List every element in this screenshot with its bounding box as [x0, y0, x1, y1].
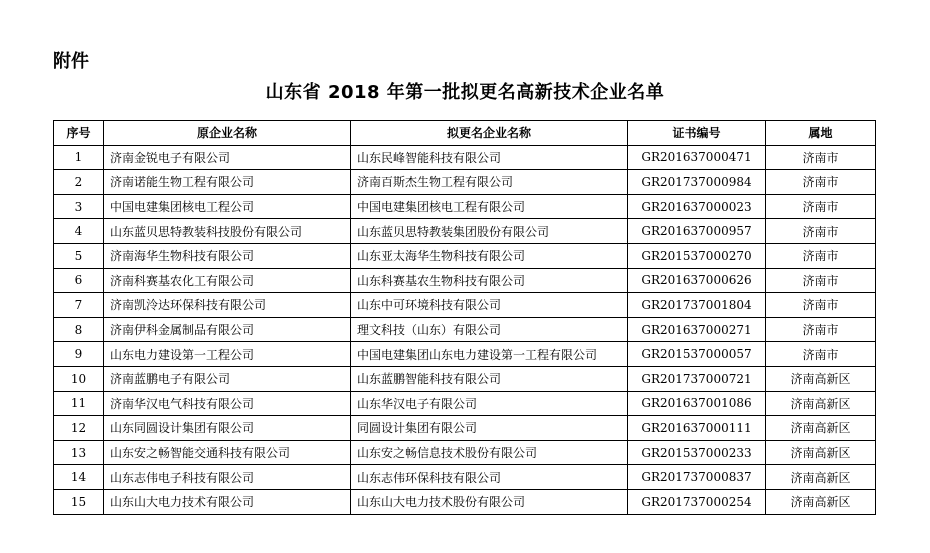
cell-original-name: 济南凯泠达环保科技有限公司: [104, 293, 351, 318]
cell-new-name: 山东蓝鹏智能科技有限公司: [351, 366, 628, 391]
cell-region: 济南市: [766, 194, 876, 219]
cell-original-name: 济南科赛基农化工有限公司: [104, 268, 351, 293]
cell-certificate-number: GR201737000721: [628, 366, 766, 391]
cell-certificate-number: GR201637001086: [628, 391, 766, 416]
table-row: [54, 219, 876, 244]
cell-region: 济南高新区: [766, 391, 876, 416]
document-title: 山东省 2018 年第一批拟更名高新技术企业名单: [265, 82, 665, 103]
cell-certificate-number: GR201737001804: [628, 293, 766, 318]
cell-region: 济南高新区: [766, 366, 876, 391]
cell-index: 10: [54, 366, 104, 391]
cell-certificate-number: GR201637000626: [628, 268, 766, 293]
table-row: [54, 366, 876, 391]
cell-index: 3: [54, 194, 104, 219]
header-new-name: 拟更名企业名称: [351, 121, 628, 146]
cell-original-name: 山东安之畅智能交通科技有限公司: [104, 440, 351, 465]
cell-new-name: 山东科赛基农生物科技有限公司: [351, 268, 628, 293]
table-row: [54, 342, 876, 367]
cell-original-name: 山东山大电力技术有限公司: [104, 489, 351, 514]
cell-index: 12: [54, 416, 104, 441]
cell-region: 济南市: [766, 219, 876, 244]
attachment-label: 附件: [53, 51, 89, 72]
cell-certificate-number: GR201737000254: [628, 489, 766, 514]
cell-new-name: 山东民峰智能科技有限公司: [351, 145, 628, 170]
table-row: [54, 440, 876, 465]
cell-original-name: 山东志伟电子科技有限公司: [104, 465, 351, 490]
cell-original-name: 济南蓝鹏电子有限公司: [104, 366, 351, 391]
cell-region: 济南市: [766, 243, 876, 268]
table-row: [54, 243, 876, 268]
cell-index: 4: [54, 219, 104, 244]
cell-index: 13: [54, 440, 104, 465]
table-row: [54, 268, 876, 293]
cell-region: 济南市: [766, 293, 876, 318]
cell-region: 济南高新区: [766, 416, 876, 441]
cell-new-name: 中国电建集团核电工程有限公司: [351, 194, 628, 219]
cell-new-name: 山东志伟环保科技有限公司: [351, 465, 628, 490]
table-row: [54, 293, 876, 318]
header-certificate-number: 证书编号: [628, 121, 766, 146]
cell-certificate-number: GR201637000271: [628, 317, 766, 342]
cell-certificate-number: GR201637000111: [628, 416, 766, 441]
table-body: [54, 145, 876, 514]
cell-region: 济南高新区: [766, 465, 876, 490]
cell-certificate-number: GR201537000270: [628, 243, 766, 268]
header-original-name: 原企业名称: [104, 121, 351, 146]
cell-index: 6: [54, 268, 104, 293]
header-index: 序号: [54, 121, 104, 146]
cell-certificate-number: GR201637000957: [628, 219, 766, 244]
table-row: [54, 416, 876, 441]
cell-certificate-number: GR201637000023: [628, 194, 766, 219]
company-table: [53, 120, 876, 515]
cell-index: 8: [54, 317, 104, 342]
cell-new-name: 山东安之畅信息技术股份有限公司: [351, 440, 628, 465]
cell-index: 5: [54, 243, 104, 268]
cell-original-name: 济南金锐电子有限公司: [104, 145, 351, 170]
cell-index: 1: [54, 145, 104, 170]
cell-original-name: 济南华汉电气科技有限公司: [104, 391, 351, 416]
cell-new-name: 山东中可环境科技有限公司: [351, 293, 628, 318]
cell-region: 济南高新区: [766, 440, 876, 465]
cell-new-name: 中国电建集团山东电力建设第一工程有限公司: [351, 342, 628, 367]
cell-index: 15: [54, 489, 104, 514]
cell-new-name: 山东蓝贝思特教装集团股份有限公司: [351, 219, 628, 244]
cell-certificate-number: GR201737000837: [628, 465, 766, 490]
header-region: 属地: [766, 121, 876, 146]
cell-original-name: 山东电力建设第一工程公司: [104, 342, 351, 367]
cell-original-name: 山东同圆设计集团有限公司: [104, 416, 351, 441]
table-header-row: [54, 121, 876, 146]
table-row: [54, 465, 876, 490]
cell-certificate-number: GR201537000057: [628, 342, 766, 367]
cell-region: 济南高新区: [766, 489, 876, 514]
cell-certificate-number: GR201637000471: [628, 145, 766, 170]
table-row: [54, 317, 876, 342]
cell-original-name: 山东蓝贝思特教装科技股份有限公司: [104, 219, 351, 244]
table-row: [54, 145, 876, 170]
cell-region: 济南市: [766, 170, 876, 195]
cell-original-name: 济南诺能生物工程有限公司: [104, 170, 351, 195]
cell-original-name: 济南海华生物科技有限公司: [104, 243, 351, 268]
table-row: [54, 170, 876, 195]
cell-certificate-number: GR201737000984: [628, 170, 766, 195]
cell-new-name: 山东华汉电子有限公司: [351, 391, 628, 416]
cell-new-name: 同圆设计集团有限公司: [351, 416, 628, 441]
cell-original-name: 中国电建集团核电工程公司: [104, 194, 351, 219]
cell-new-name: 山东山大电力技术股份有限公司: [351, 489, 628, 514]
cell-region: 济南市: [766, 145, 876, 170]
cell-index: 2: [54, 170, 104, 195]
cell-new-name: 山东亚太海华生物科技有限公司: [351, 243, 628, 268]
cell-index: 11: [54, 391, 104, 416]
table-row: [54, 194, 876, 219]
cell-new-name: 济南百斯杰生物工程有限公司: [351, 170, 628, 195]
cell-region: 济南市: [766, 268, 876, 293]
cell-index: 7: [54, 293, 104, 318]
cell-region: 济南市: [766, 317, 876, 342]
cell-new-name: 理文科技（山东）有限公司: [351, 317, 628, 342]
cell-original-name: 济南伊科金属制品有限公司: [104, 317, 351, 342]
table-row: [54, 489, 876, 514]
cell-index: 9: [54, 342, 104, 367]
cell-region: 济南市: [766, 342, 876, 367]
table-row: [54, 391, 876, 416]
cell-certificate-number: GR201537000233: [628, 440, 766, 465]
cell-index: 14: [54, 465, 104, 490]
